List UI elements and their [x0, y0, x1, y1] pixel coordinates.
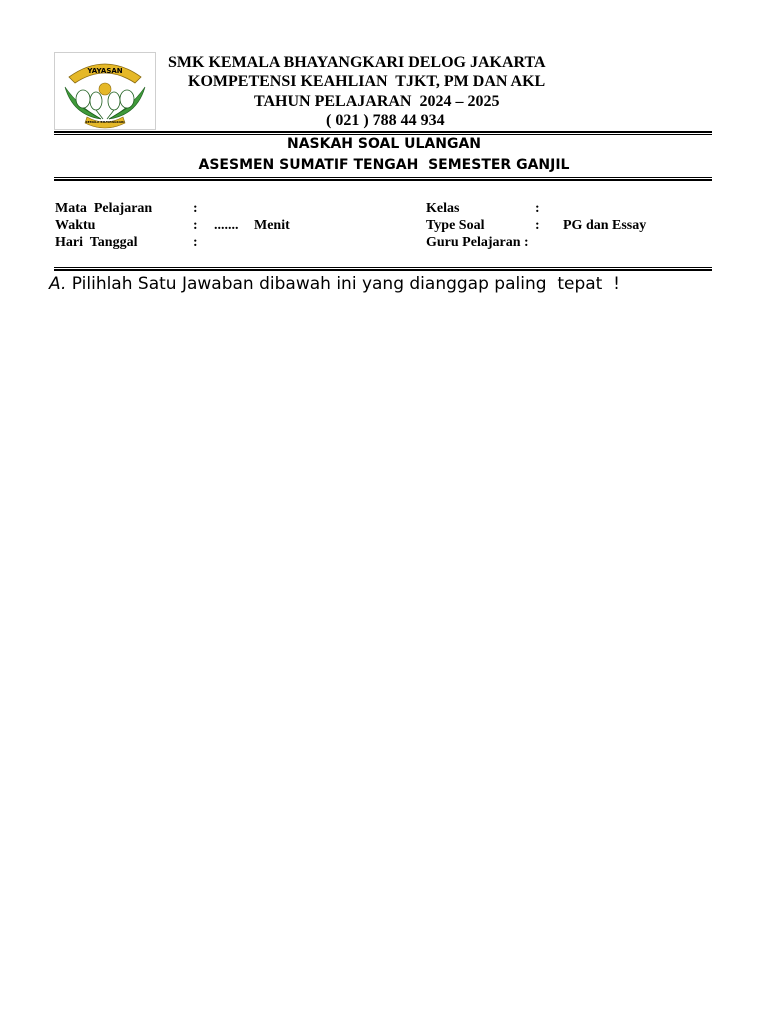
header-rule-thin — [54, 134, 712, 135]
emblem-icon — [55, 53, 155, 129]
exam-subtitle: ASESMEN SUMATIF TENGAH SEMESTER GANJIL — [198, 157, 570, 173]
day-label: Hari Tanggal — [55, 235, 138, 250]
class-colon: : — [535, 201, 540, 216]
class-label: Kelas — [426, 201, 460, 216]
phone-number: ( 021 ) 788 44 934 — [326, 112, 445, 129]
info-rule-thin — [54, 267, 712, 268]
time-unit: Menit — [254, 218, 290, 233]
type-colon: : — [535, 218, 540, 233]
school-logo — [54, 52, 156, 130]
title-rule-thin — [54, 177, 712, 178]
exam-title: NASKAH SOAL ULANGAN — [286, 136, 482, 152]
type-value: PG dan Essay — [563, 218, 647, 233]
time-colon: : — [193, 218, 198, 233]
day-colon: : — [193, 235, 198, 250]
header-rule-thick — [54, 131, 712, 133]
section-instruction — [49, 273, 620, 295]
section-marker: A. — [49, 274, 67, 294]
school-name: SMK KEMALA BHAYANGKARI DELOG JAKARTA — [168, 54, 546, 71]
teacher-label: Guru Pelajaran : — [426, 235, 529, 250]
time-label: Waktu — [55, 218, 96, 233]
info-rule-thick — [54, 269, 712, 271]
subject-label: Mata Pelajaran — [55, 201, 153, 216]
logo-bottom-text: KEMALA BHAYANGKARI — [85, 120, 125, 124]
title-rule-thick — [54, 179, 712, 181]
time-dots: ....... — [214, 218, 239, 233]
subject-colon: : — [193, 201, 198, 216]
logo-ribbon-text: YAYASAN — [87, 67, 123, 75]
competency-line: KOMPETENSI KEAHLIAN TJKT, PM DAN AKL — [188, 73, 546, 90]
section-text: Pilihlah Satu Jawaban dibawah ini yang dianggap paling tepat ! — [71, 274, 620, 294]
type-label: Type Soal — [426, 218, 485, 233]
academic-year: TAHUN PELAJARAN 2024 – 2025 — [254, 93, 500, 110]
